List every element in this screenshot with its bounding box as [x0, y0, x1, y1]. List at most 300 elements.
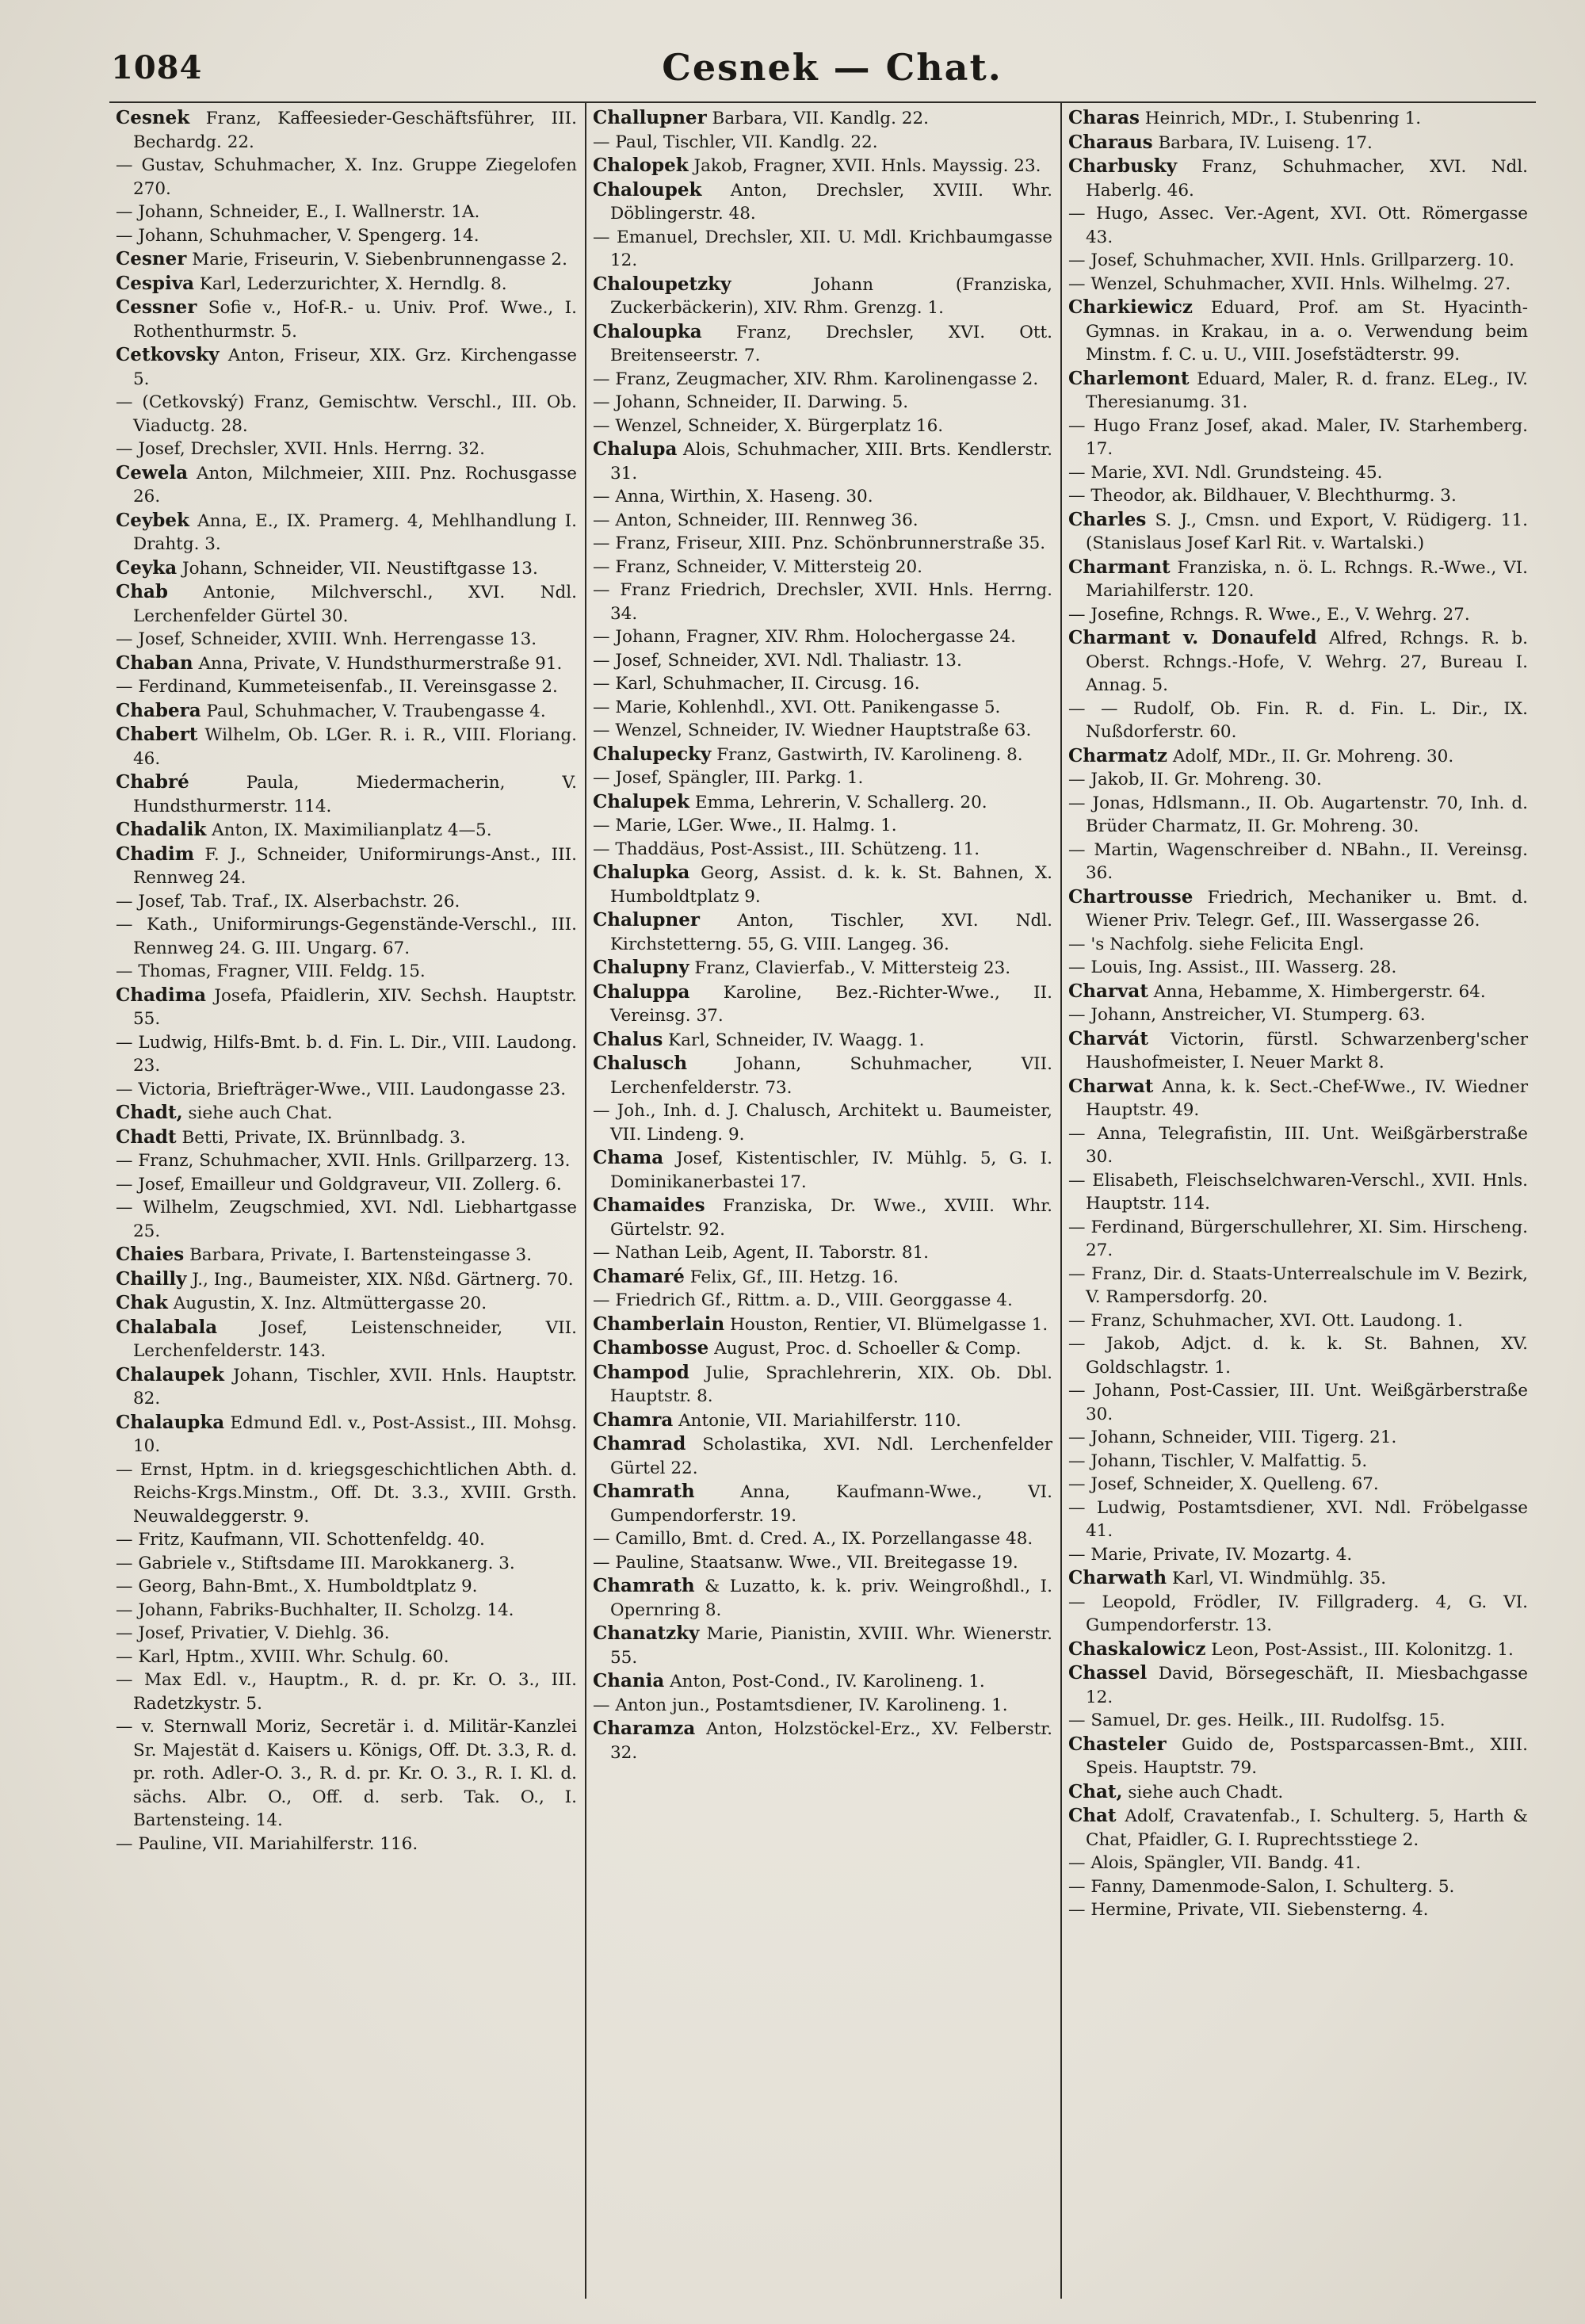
entry-surname: —	[1068, 1263, 1086, 1284]
entry-surname: —	[1068, 1005, 1086, 1025]
entry-surname: —	[593, 816, 610, 835]
directory-entry	[116, 224, 577, 248]
entry-surname: —	[116, 1553, 133, 1573]
entry-details: v. Sternwall Moriz, Secretär i. d. Militär-Kanzlei Sr. Majestät d. Kaisers u. Königs, Off. Dt. 3.3, R. d. pr. roth. Adler-O. 3., R. d. pr. Kr. O. 3., R. I. Kl. d. sächs. Albr. O., Off. d. serb. Tak. O., I. Bartensteing. 14.	[132, 1717, 577, 1830]
entry-details: Barbara, IV. Luiseng. 17.	[1152, 132, 1373, 153]
directory-entry	[593, 273, 1052, 320]
entry-surname: Chaloupka	[593, 320, 702, 342]
directory-entry	[1068, 885, 1528, 933]
directory-entry	[593, 226, 1052, 273]
entry-surname: —	[116, 1530, 133, 1550]
entry-surname: —	[1068, 1711, 1086, 1730]
entry-details: Samuel, Dr. ges. Heilk., III. Rudolfsg. 15.	[1085, 1711, 1446, 1730]
entry-details: Paul, Tischler, VII. Kandlg. 22.	[609, 132, 878, 152]
directory-entry	[593, 1194, 1052, 1241]
column-right	[1060, 103, 1536, 2299]
entry-surname: —	[593, 650, 610, 671]
entry-details: Martin, Wagenschreiber d. NBahn., II. Vereinsg. 36.	[1085, 839, 1528, 883]
directory-entry	[1068, 367, 1528, 415]
entry-surname: Chalupny	[593, 957, 689, 978]
column-middle	[585, 103, 1060, 2299]
directory-entry	[116, 1552, 577, 1576]
directory-entry	[116, 1715, 577, 1833]
entry-details: — Rudolf, Ob. Fin. R. d. Fin. L. Dir., IX. Nußdorferstr. 60.	[1085, 698, 1528, 742]
entry-details: Barbara, VII. Kandlg. 22.	[706, 109, 929, 128]
directory-entry	[1068, 1263, 1528, 1309]
directory-entry	[593, 391, 1052, 415]
entry-details: Thaddäus, Post-Assist., III. Schützeng. 11.	[609, 839, 980, 859]
entry-surname: Charamza	[593, 1718, 696, 1739]
directory-entry	[116, 1173, 577, 1197]
entry-details: Johann, Schuhmacher, VII. Lerchenfelderstr. 73.	[610, 1054, 1052, 1098]
entry-details: Josef, Schneider, XVIII. Wnh. Herrengasse 13.	[132, 629, 537, 649]
entry-surname: Chamaré	[593, 1265, 685, 1287]
directory-entry	[593, 790, 1052, 815]
entry-details: Marie, LGer. Wwe., II. Halmg. 1.	[609, 816, 897, 835]
directory-entry	[116, 960, 577, 984]
entry-details: Elisabeth, Fleischselchwaren-Verschl., XVII. Hnls. Hauptstr. 114.	[1085, 1170, 1528, 1214]
entry-surname: Chania	[593, 1670, 665, 1691]
entry-details: Felix, Gf., III. Hetzg. 16.	[684, 1267, 899, 1287]
directory-entry	[1068, 1216, 1528, 1263]
page-number: 1084	[111, 49, 203, 86]
directory-entry	[1068, 273, 1528, 296]
directory-entry	[116, 201, 577, 224]
entry-details: Franziska, Dr. Wwe., XVIII. Whr. Gürtelstr. 92.	[610, 1196, 1052, 1240]
directory-entry	[593, 696, 1052, 720]
entry-surname: Ceybek	[116, 509, 189, 531]
entry-details: Anton jun., Postamtsdiener, IV. Karolineng. 1.	[609, 1695, 1008, 1715]
directory-entry	[593, 743, 1052, 767]
entry-details: S. J., Cmsn. und Export, V. Rüdigerg. 11. (Stanislaus Josef Karl Rit. v. Wartalski.)	[1086, 510, 1528, 553]
directory-entry	[1068, 1426, 1528, 1450]
entry-surname: Chabera	[116, 699, 201, 721]
entry-details: Johann, Fragner, XIV. Rhm. Holochergasse 24.	[609, 627, 1016, 647]
entry-details: Fanny, Damenmode-Salon, I. Schulterg. 5.	[1085, 1876, 1455, 1897]
entry-surname: Cessner	[116, 296, 197, 318]
entry-details: Ferdinand, Kummeteisenfab., II. Vereinsgasse 2.	[132, 677, 558, 697]
entry-details: Hermine, Private, VII. Siebensterng. 4.	[1085, 1900, 1429, 1920]
directory-entry	[1068, 1661, 1528, 1709]
entry-surname: —	[116, 439, 133, 459]
entry-details: Kath., Uniformirungs-Gegenstände-Verschl., III. Rennweg 24. G. III. Ungarg. 67.	[132, 915, 577, 958]
directory-entry	[593, 1146, 1052, 1194]
entry-surname: Chadt	[116, 1126, 177, 1148]
entry-details: Franz, Schuhmacher, XVI. Ndl. Haberlg. 46.	[1086, 157, 1528, 201]
entry-details: Josef, Privatier, V. Diehlg. 36.	[132, 1623, 390, 1643]
entry-surname: Chaloupek	[593, 178, 702, 201]
entry-surname: Chama	[593, 1147, 664, 1168]
entry-details: Anna, Private, V. Hundsthurmerstraße 91.	[193, 653, 563, 674]
entry-surname: —	[116, 1577, 133, 1596]
entry-details: 's Nachfolg. siehe Felicita Engl.	[1085, 934, 1365, 954]
entry-details: Alois, Spängler, VII. Bandg. 41.	[1085, 1853, 1362, 1873]
directory-entry	[116, 890, 577, 914]
directory-entry	[116, 675, 577, 699]
entry-surname: —	[116, 1833, 133, 1854]
entry-surname: Chailly	[116, 1267, 187, 1290]
directory-entry	[1068, 461, 1528, 485]
directory-entry	[116, 1101, 577, 1126]
directory-entry	[116, 1833, 577, 1856]
columns-container	[109, 101, 1536, 2299]
entry-details: Gabriele v., Stiftsdame III. Marokkanerg. 3.	[132, 1553, 515, 1573]
entry-details: Johann, Post-Cassier, III. Unt. Weißgärberstraße 30.	[1085, 1381, 1528, 1424]
entry-surname: —	[1068, 1334, 1086, 1354]
entry-surname: Cewela	[116, 461, 189, 484]
directory-entry	[1068, 956, 1528, 980]
entry-details: Josef, Drechsler, XVII. Hnls. Herrng. 32.	[132, 439, 486, 459]
entry-details: Nathan Leib, Agent, II. Taborstr. 81.	[609, 1243, 930, 1263]
directory-entry	[593, 368, 1052, 392]
entry-surname: —	[116, 1079, 133, 1099]
directory-entry	[593, 649, 1052, 673]
entry-details: Victorin, fürstl. Schwarzenberg'scher Haushofmeister, I. Neuer Markt 8.	[1086, 1029, 1528, 1072]
directory-entry	[593, 1480, 1052, 1527]
entry-surname: —	[116, 225, 133, 246]
entry-surname: Chalupecky	[593, 743, 712, 765]
directory-entry	[1068, 415, 1528, 461]
entry-surname: —	[1068, 415, 1086, 436]
directory-entry	[116, 247, 577, 272]
entry-surname: Chalaupka	[116, 1411, 225, 1433]
directory-entry	[1068, 1450, 1528, 1474]
directory-entry	[116, 699, 577, 724]
entry-details: Josefa, Pfaidlerin, XIV. Sechsh. Hauptstr. 55.	[133, 985, 577, 1029]
directory-entry	[116, 1668, 577, 1715]
directory-entry	[593, 625, 1052, 649]
entry-details: Alois, Schuhmacher, XIII. Brts. Kendlerstr. 31.	[610, 440, 1052, 484]
entry-details: Ludwig, Hilfs-Bmt. b. d. Fin. L. Dir., VIII. Laudong. 23.	[132, 1032, 577, 1076]
entry-surname: Cetkovsky	[116, 344, 220, 365]
entry-surname: Cespiva	[116, 272, 194, 294]
entry-details: Anna, Telegrafistin, III. Unt. Weißgärberstraße 30.	[1085, 1123, 1528, 1167]
entry-surname: —	[1068, 1451, 1086, 1471]
entry-surname: —	[593, 768, 610, 788]
entry-details: Theodor, ak. Bildhauer, V. Blechthurmg. 3.	[1085, 486, 1457, 506]
entry-details: Ernst, Hptm. in d. kriegsgeschichtlichen Abth. d. Reichs-Krgs.Minstm., Off. Dt. 3.3., XVIII. Grsth. Neuwaldeggerstr. 9.	[132, 1459, 577, 1527]
entry-surname: —	[1068, 839, 1086, 860]
entry-details: Anna, Hebamme, X. Himbergerstr. 64.	[1148, 981, 1486, 1002]
entry-surname: —	[116, 1032, 133, 1053]
entry-surname: —	[593, 415, 610, 436]
entry-details: Marie, Private, IV. Mozartg. 4.	[1085, 1544, 1353, 1565]
entry-details: Leopold, Frödler, IV. Fillgraderg. 4, G. VI. Gumpendorferstr. 13.	[1085, 1592, 1528, 1635]
entry-details: Hugo, Assec. Ver.-Agent, XVI. Ott. Römergasse 43.	[1085, 204, 1528, 247]
entry-surname: —	[116, 1623, 133, 1643]
directory-entry	[593, 415, 1052, 438]
entry-surname: Chalaupek	[116, 1363, 224, 1386]
directory-entry	[1068, 155, 1528, 202]
entry-surname: Chadt,	[116, 1102, 183, 1123]
directory-entry	[593, 1622, 1052, 1669]
directory-entry	[116, 843, 577, 890]
entry-details: Josef, Schneider, XVI. Ndl. Thaliastr. 13.	[609, 650, 962, 671]
directory-entry	[593, 908, 1052, 956]
entry-details: Max Edl. v., Hauptm., R. d. pr. Kr. O. 3., III. Radetzkystr. 5.	[132, 1670, 577, 1714]
directory-entry	[593, 556, 1052, 579]
entry-surname: Chadima	[116, 984, 206, 1006]
entry-details: Emanuel, Drechsler, XII. U. Mdl. Krichbaumgasse 12.	[609, 227, 1052, 270]
entry-details: Anton, Post-Cond., IV. Karolineng. 1.	[664, 1672, 985, 1691]
entry-surname: —	[593, 721, 610, 740]
entry-details: Houston, Rentier, VI. Blümelgasse 1.	[724, 1314, 1048, 1335]
entry-details: Gustav, Schuhmacher, X. Inz. Gruppe Ziegelofen 270.	[132, 155, 577, 199]
entry-details: Wilhelm, Zeugschmied, XVI. Ndl. Liebhartgasse 25.	[132, 1198, 577, 1241]
directory-entry	[1068, 484, 1528, 508]
entry-surname: —	[1068, 1170, 1086, 1191]
entry-details: Alfred, Rchngs. R. b. Oberst. Rchngs.-Hofe, V. Wehrg. 27, Bureau I. Annag. 5.	[1086, 629, 1529, 695]
entry-details: Franz, Kaffeesieder-Geschäftsführer, III. Bechardg. 22.	[133, 109, 577, 152]
entry-surname: Chat	[1068, 1805, 1117, 1826]
entry-details: Paula, Miedermacherin, V. Hundsthurmerstr. 114.	[133, 773, 577, 816]
directory-entry	[116, 984, 577, 1031]
directory-entry	[116, 1316, 577, 1363]
directory-entry	[1068, 1332, 1528, 1379]
directory-entry	[1068, 1543, 1528, 1567]
entry-details: Josefine, Rchngs. R. Wwe., E., V. Wehrg. 27.	[1085, 604, 1470, 625]
entry-details: Jakob, Fragner, XVII. Hnls. Mayssig. 23.	[688, 156, 1041, 176]
directory-entry	[1068, 792, 1528, 839]
entry-surname: Cesnek	[116, 107, 190, 128]
entry-surname: —	[1068, 462, 1086, 483]
directory-entry	[116, 556, 577, 581]
directory-entry	[593, 1551, 1052, 1575]
entry-surname: Chassel	[1068, 1662, 1148, 1684]
entry-details: Marie, Kohlenhdl., XVI. Ott. Panikengasse 5.	[609, 697, 1001, 717]
directory-entry	[1068, 202, 1528, 249]
entry-surname: Charvát	[1068, 1027, 1148, 1049]
directory-entry	[593, 672, 1052, 696]
directory-entry	[1068, 1804, 1528, 1852]
entry-details: Jakob, Adjct. d. k. k. St. Bahnen, XV. Goldschlagstr. 1.	[1085, 1334, 1528, 1378]
directory-entry	[116, 770, 577, 818]
entry-surname: —	[593, 487, 610, 506]
directory-entry	[116, 296, 577, 343]
directory-entry	[1068, 1122, 1528, 1169]
entry-details: Anna, k. k. Sect.-Chef-Wwe., IV. Wiedner Hauptstr. 49.	[1086, 1076, 1528, 1120]
entry-details: Josef, Tab. Traf., IX. Alserbachstr. 26.	[132, 891, 460, 912]
entry-surname: —	[116, 155, 133, 175]
entry-details: Anton, Holzstöckel-Erz., XV. Felberstr. 32.	[610, 1719, 1052, 1763]
entry-surname: —	[116, 392, 133, 412]
directory-entry	[1068, 1379, 1528, 1426]
directory-entry	[116, 723, 577, 770]
directory-entry	[1068, 1075, 1528, 1122]
entry-details: Josef, Emailleur und Goldgraveur, VII. Zollerg. 6.	[132, 1174, 562, 1194]
entry-details: Anna, E., IX. Pramerg. 4, Mehlhandlung I. Drahtg. 3.	[133, 510, 577, 554]
directory-entry	[1068, 556, 1528, 603]
entry-surname: Charmant v. Donaufeld	[1068, 627, 1317, 648]
directory-entry	[116, 1291, 577, 1316]
entry-details: Anton, Drechsler, XVIII. Whr. Döblingerstr. 48.	[610, 180, 1052, 224]
entry-surname: Chalupa	[593, 438, 678, 460]
entry-surname: —	[1068, 1217, 1086, 1237]
entry-surname: —	[116, 677, 133, 697]
entry-details: Georg, Assist. d. k. k. St. Bahnen, X. Humboldtplatz 9.	[610, 863, 1052, 907]
entry-surname: Charles	[1068, 508, 1147, 530]
directory-entry	[116, 509, 577, 556]
entry-details: J., Ing., Baumeister, XIX. Nßd. Gärtnerg. 70.	[186, 1269, 574, 1290]
directory-entry	[116, 1528, 577, 1552]
directory-entry	[1068, 1496, 1528, 1543]
entry-details: Johann, Tischler, V. Malfattig. 5.	[1085, 1451, 1368, 1471]
entry-details: Franz, Schuhmacher, XVI. Ott. Laudong. 1.	[1085, 1310, 1463, 1331]
directory-entry	[593, 1099, 1052, 1146]
entry-details: Wenzel, Schneider, IV. Wiedner Hauptstraße 63.	[609, 721, 1032, 740]
directory-entry	[1068, 1003, 1528, 1027]
entry-details: Antonie, Milchverschl., XVI. Ndl. Lerchenfelder Gürtel 30.	[133, 583, 577, 626]
entry-details: Karl, Hptm., XVIII. Whr. Schulg. 60.	[132, 1646, 449, 1667]
entry-details: Franziska, n. ö. L. Rchngs. R.-Wwe., VI. Mariahilferstr. 120.	[1086, 557, 1528, 601]
entry-details: Anton, Schneider, III. Rennweg 36.	[609, 510, 919, 530]
entry-details: Josef, Kistentischler, IV. Mühlg. 5, G. I. Dominikanerbastei 17.	[610, 1149, 1052, 1192]
directory-entry	[116, 1031, 577, 1078]
entry-details: Johann, Schneider, II. Darwing. 5.	[609, 392, 909, 412]
directory-entry	[1068, 603, 1528, 627]
entry-details: Johann (Franziska, Zuckerbäckerin), XIV. Rhm. Grenzg. 1.	[610, 274, 1052, 318]
directory-entry	[1068, 839, 1528, 885]
directory-entry	[116, 818, 577, 843]
entry-details: Eduard, Prof. am St. Hyacinth-Gymnas. in Krakau, in a. o. Verwendung beim Minstm. f. C. u. U., VIII. Josefstädterstr. 99.	[1086, 298, 1528, 365]
directory-entry	[1068, 508, 1528, 556]
entry-details: Johann, Schneider, VII. Neustiftgasse 13.	[177, 558, 538, 579]
entry-surname: Charwat	[1068, 1075, 1154, 1097]
entry-surname: —	[1068, 934, 1086, 954]
entry-details: Johann, Schneider, E., I. Wallnerstr. 1A.	[132, 202, 480, 222]
entry-surname: —	[593, 674, 610, 694]
entry-details: Anton, Milchmeier, XIII. Pnz. Rochusgasse 26.	[133, 463, 577, 506]
entry-surname: —	[593, 227, 610, 247]
directory-entry	[593, 1265, 1052, 1290]
entry-details: Adolf, MDr., II. Gr. Mohreng. 30.	[1167, 746, 1454, 766]
entry-surname: Chaluppa	[593, 980, 690, 1003]
entry-surname: —	[593, 580, 610, 600]
entry-details: Camillo, Bmt. d. Cred. A., IX. Porzellangasse 48.	[609, 1529, 1033, 1549]
entry-details: Josef, Leistenschneider, VII. Lerchenfelderstr. 143.	[133, 1317, 577, 1361]
entry-surname: —	[1068, 273, 1086, 294]
directory-entry	[1068, 744, 1528, 769]
entry-details: Franz, Friseur, XIII. Pnz. Schönbrunnerstraße 35.	[609, 533, 1046, 553]
entry-details: Karl, Lederzurichter, X. Herndlg. 8.	[193, 273, 507, 294]
entry-surname: —	[593, 1529, 610, 1549]
entry-surname: Chasteler	[1068, 1733, 1167, 1755]
entry-surname: —	[593, 1101, 610, 1121]
entry-surname: Chaskalowicz	[1068, 1638, 1206, 1660]
entry-details: Josef, Schuhmacher, XVII. Hnls. Grillparzerg. 10.	[1085, 250, 1514, 270]
directory-entry	[593, 1361, 1052, 1409]
directory-entry	[593, 154, 1052, 178]
entry-surname: Chabré	[116, 771, 189, 793]
entry-surname: Chamrad	[593, 1433, 686, 1454]
directory-entry	[593, 1527, 1052, 1551]
entry-details: Joh., Inh. d. J. Chalusch, Architekt u. Baumeister, VII. Lindeng. 9.	[609, 1101, 1052, 1145]
directory-entry	[116, 628, 577, 652]
entry-surname: Chalabala	[116, 1316, 218, 1338]
directory-entry	[593, 1289, 1052, 1313]
directory-entry	[593, 1028, 1052, 1053]
entry-details: Barbara, Private, I. Bartensteingasse 3.	[184, 1245, 533, 1265]
entry-surname: —	[593, 556, 610, 577]
entry-details: Sofie v., Hof-R.- u. Univ. Prof. Wwe., I. Rothenthurmstr. 5.	[133, 298, 577, 342]
column-left	[109, 103, 585, 2299]
directory-entry	[116, 272, 577, 296]
entry-surname: —	[1068, 1474, 1086, 1494]
entry-details: Anton, IX. Maximilianplatz 4—5.	[206, 820, 492, 840]
entry-details: Guido de, Postsparcassen-Bmt., XIII. Speis. Hauptstr. 79.	[1086, 1734, 1528, 1778]
entry-details: Antonie, VII. Mariahilferstr. 110.	[673, 1410, 961, 1431]
directory-entry	[1068, 626, 1528, 698]
entry-details: Pauline, VII. Mariahilferstr. 116.	[132, 1833, 418, 1854]
entry-surname: —	[1068, 1310, 1086, 1331]
directory-entry	[1068, 768, 1528, 792]
directory-entry	[116, 154, 577, 201]
entry-surname: Charbusky	[1068, 155, 1178, 177]
entry-surname: —	[1068, 1381, 1086, 1401]
entry-details: Emma, Lehrerin, V. Schallerg. 20.	[689, 792, 987, 812]
directory-entry	[593, 1574, 1052, 1622]
entry-details: Franz, Zeugmacher, XIV. Rhm. Karolinengasse 2.	[609, 369, 1039, 389]
entry-details: Anton, Friseur, XIX. Grz. Kirchengasse 5.	[133, 346, 577, 389]
directory-entry	[116, 106, 577, 154]
entry-surname: Charkiewicz	[1068, 296, 1193, 318]
entry-surname: —	[593, 697, 610, 717]
directory-entry	[1068, 131, 1528, 155]
entry-surname: Chaban	[116, 652, 193, 674]
entry-surname: —	[593, 1695, 610, 1715]
directory-entry	[593, 1432, 1052, 1480]
directory-entry	[116, 1622, 577, 1646]
directory-entry	[593, 178, 1052, 226]
entry-details: Fritz, Kaufmann, VII. Schottenfeldg. 40.	[132, 1530, 485, 1550]
entry-surname: —	[116, 202, 133, 222]
entry-surname: —	[1068, 1544, 1086, 1565]
directory-entry	[116, 1149, 577, 1173]
entry-surname: Charlemont	[1068, 367, 1190, 389]
entry-details: Franz Friedrich, Drechsler, XVII. Hnls. Herrng. 34.	[609, 580, 1052, 624]
entry-details: Jakob, II. Gr. Mohreng. 30.	[1085, 770, 1322, 789]
entry-surname: —	[1068, 1900, 1086, 1920]
directory-entry	[593, 956, 1052, 980]
entry-surname: Charmant	[1068, 556, 1171, 578]
directory-entry	[1068, 1709, 1528, 1733]
entry-surname: —	[116, 1646, 133, 1667]
entry-surname: Chab	[116, 581, 169, 602]
entry-surname: Chalus	[593, 1028, 663, 1050]
entry-details: Leon, Post-Assist., III. Kolonitzg. 1.	[1205, 1639, 1514, 1660]
directory-entry	[116, 913, 577, 960]
entry-details: Anna, Kaufmann-Wwe., VI. Gumpendorferstr. 19.	[610, 1482, 1052, 1526]
entry-surname: —	[116, 1670, 133, 1690]
entry-surname: Challupner	[593, 107, 707, 128]
entry-surname: Charvat	[1068, 980, 1148, 1002]
directory-entry	[116, 1411, 577, 1458]
entry-details: Johann, Fabriks-Buchhalter, II. Scholzg. 14.	[132, 1600, 514, 1620]
directory-entry	[116, 461, 577, 509]
entry-surname: Chamberlain	[593, 1313, 725, 1335]
entry-surname: —	[116, 961, 133, 981]
entry-surname: Chamaides	[593, 1194, 705, 1216]
directory-entry	[1068, 1733, 1528, 1780]
entry-surname: Chaies	[116, 1244, 185, 1265]
entry-details: Marie, XVI. Ndl. Grundsteing. 45.	[1085, 462, 1383, 483]
directory-entry	[593, 1694, 1052, 1718]
entry-details: Johann, Tischler, XVII. Hnls. Hauptstr. 82.	[133, 1365, 577, 1409]
entry-surname: —	[593, 369, 610, 389]
entry-details: siehe auch Chat.	[182, 1103, 333, 1123]
directory-entry	[593, 1336, 1052, 1361]
entry-surname: Charas	[1068, 107, 1140, 128]
